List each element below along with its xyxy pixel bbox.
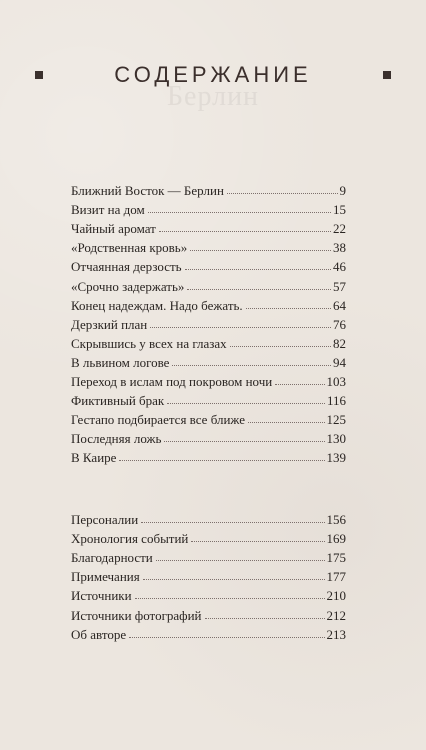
dot-leader [148,212,331,213]
toc-entry-page: 38 [333,240,346,256]
dot-leader [190,250,331,251]
toc-entry-house-visit [71,197,346,216]
toc-entry-title: Хронология событий [71,531,189,547]
dot-leader [187,289,331,290]
dot-leader [119,460,324,461]
dot-leader [135,598,325,599]
toc-entry-title: Персоналии [71,512,139,528]
toc-entry-page: 94 [333,354,346,370]
toc-entry-page: 125 [326,412,346,428]
toc-entry-gestapo-closer [71,407,346,426]
toc-entry-near-east-berlin [71,178,346,197]
toc-entry-end-of-hopes [71,293,346,312]
toc-entry-title: Источники [71,588,132,604]
toc-entry-title: В Каире [71,450,117,466]
dot-leader [167,403,325,404]
toc-entry-page: 175 [326,550,346,566]
toc-entry-sources [71,583,346,602]
bleed-through-text: Берлин [166,81,260,112]
contents-header [35,60,391,90]
toc-entry-page: 177 [326,569,346,585]
toc-entry-page: 130 [326,431,346,447]
dot-leader [185,269,331,270]
toc-entry-title: Визит на дом [71,202,145,218]
toc-entry-title: Чайный аромат [71,221,156,237]
right-square-ornament [383,71,391,79]
toc-entry-page: 82 [333,335,346,351]
dot-leader [143,579,325,580]
toc-entry-in-cairo [71,445,346,464]
dot-leader [172,365,331,366]
toc-entry-chronology [71,526,346,545]
dot-leader [129,637,324,638]
toc-entry-page: 57 [333,278,346,294]
toc-entry-page: 103 [326,374,346,390]
toc-entry-conversion-at-night [71,369,346,388]
toc-entry-fictitious-marriage [71,388,346,407]
toc-entry-about-author [71,622,346,641]
toc-entry-page: 156 [326,512,346,528]
dot-leader [156,560,325,561]
toc-entry-personalities [71,507,346,526]
toc-entry-title: Конец надеждам. Надо бежать. [71,297,243,313]
toc-entry-title: Ближний Восток — Берлин [71,183,224,199]
toc-entry-title: Примечания [71,569,140,585]
toc-entry-photo-sources [71,602,346,621]
toc-entry-title: Фиктивный брак [71,393,165,409]
toc-entry-title: Последняя ложь [71,431,162,447]
toc-entry-acknowledgements [71,545,346,564]
main-toc-list [71,178,346,464]
dot-leader [205,618,325,619]
dot-leader [191,541,324,542]
toc-entry-related-blood [71,235,346,254]
toc-entry-lions-den [71,350,346,369]
toc-entry-page: 15 [333,202,346,218]
toc-entry-page: 22 [333,221,346,237]
toc-entry-urgent-arrest [71,273,346,292]
toc-entry-page: 64 [333,297,346,313]
page-title: СОДЕРЖАНИЕ [114,62,312,87]
toc-entry-page: 213 [326,626,346,642]
toc-entry-title: Скрывшись у всех на глазах [71,335,227,351]
dot-leader [141,522,324,523]
toc-entry-last-lie [71,426,346,445]
toc-entry-page: 116 [326,393,346,409]
toc-entry-page: 210 [326,588,346,604]
toc-entry-page: 139 [326,450,346,466]
toc-entry-title: Отчаянная дерзость [71,259,182,275]
toc-entry-title: Дерзкий план [71,316,148,332]
dot-leader [150,327,331,328]
toc-entry-title: Переход в ислам под покровом ночи [71,374,273,390]
toc-entry-page: 76 [333,316,346,332]
dot-leader [246,308,331,309]
toc-entry-hiding-in-plain-sight [71,331,346,350]
dot-leader [275,384,324,385]
toc-entry-tea-aroma [71,216,346,235]
dot-leader [164,441,324,442]
dot-leader [159,231,331,232]
toc-entry-title: В львином логове [71,354,170,370]
dot-leader [230,346,331,347]
toc-entry-title: Об авторе [71,626,127,642]
toc-entry-title: Благодарности [71,550,153,566]
toc-entry-page: 212 [326,607,346,623]
toc-entry-bold-plan [71,312,346,331]
toc-entry-page: 9 [339,183,346,199]
toc-entry-title: Гестапо подбирается все ближе [71,412,246,428]
toc-entry-desperate-boldness [71,254,346,273]
toc-entry-title: Источники фотографий [71,607,202,623]
toc-entry-page: 46 [333,259,346,275]
dot-leader [248,422,324,423]
appendix-toc-list [71,507,346,641]
dot-leader [227,193,338,194]
toc-entry-title: «Срочно задержать» [71,278,185,294]
toc-entry-page: 169 [326,531,346,547]
toc-entry-title: «Родственная кровь» [71,240,188,256]
toc-entry-notes [71,564,346,583]
